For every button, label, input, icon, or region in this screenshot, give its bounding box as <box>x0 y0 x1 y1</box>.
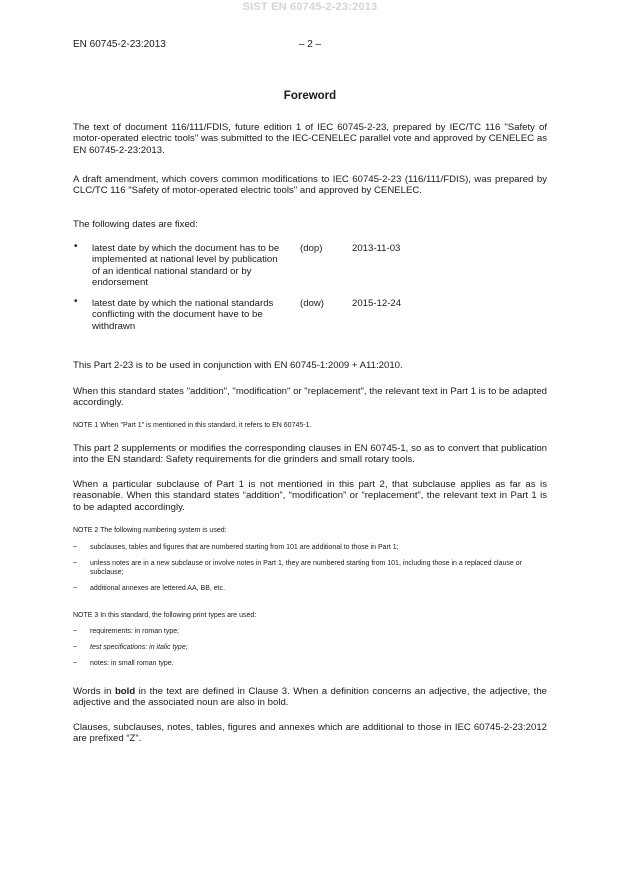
paragraph-bold-words-start: Words in <box>73 686 115 697</box>
date-item-dow-date: 2015-12-24 <box>352 298 402 309</box>
note-2-item: subclauses, tables and figures that are numbered starting from 101 are additional to those in Part 1; <box>90 544 399 551</box>
page-number: – 2 – <box>298 39 322 50</box>
note-2: NOTE 2 The following numbering system is used: <box>73 527 227 534</box>
document-id: EN 60745-2-23:2013 <box>73 39 166 50</box>
paragraph-dates-intro: The following dates are fixed: <box>73 219 198 230</box>
paragraph-prefixed-z: Clauses, subclauses, notes, tables, figures and annexes which are additional to those in IEC 60745-2-23:2012 are prefixed “Z”. <box>73 722 547 745</box>
paragraph-bold-words <box>73 686 547 709</box>
bullet-icon: • <box>74 296 78 307</box>
bold-term: bold <box>114 686 136 697</box>
dash-icon: – <box>73 543 77 550</box>
watermark: SIST EN 60745-2-23:2013 <box>242 1 378 13</box>
note-3-item: requirements: in roman type; <box>90 628 180 635</box>
date-item-dop-date: 2013-11-03 <box>352 243 401 254</box>
date-item-dow-text: latest date by which the national standards conflicting with the document have to be withdrawn <box>92 298 274 332</box>
dash-icon: – <box>73 559 77 566</box>
note-2-item: unless notes are in a new subclause or involve notes in Part 1, they are numbered starting from 101, including those in a replaced clause or subclause; <box>90 560 522 576</box>
dash-icon: – <box>73 584 77 591</box>
paragraph-subclause: When a particular subclause of Part 1 is not mentioned in this part 2, that subclause applies as far as is reasonable. When this standard states “addition”, “modification” or “replacement”, the relevant text in Part 1 is to be adapted accordingly. <box>73 479 547 513</box>
dash-icon: – <box>73 659 77 666</box>
page-title: Foreword <box>283 90 337 102</box>
paragraph-draft-amendment: A draft amendment, which covers common modifications to IEC 60745-2-23 (116/111/FDIS), was prepared by CLC/TC 116 "Safety of motor-operated electric tools" and approved by CENELEC. <box>73 174 547 197</box>
dash-icon: – <box>73 643 77 650</box>
note-1: NOTE 1 When "Part 1" is mentioned in this standard, it refers to EN 60745-1. <box>73 422 312 429</box>
paragraph-fdis: The text of document 116/111/FDIS, future edition 1 of IEC 60745-2-23, prepared by IEC/TC 116 "Safety of motor-operated electric tools" was submitted to the IEC-CENELEC parallel vote and approved by CENELEC as EN 60745-2-23:2013. <box>73 122 547 156</box>
bullet-icon: • <box>74 241 78 252</box>
paragraph-bold-words-end: in the text are defined in Clause 3. When a definition concerns an adjective, the adjective, the adjective and the associated noun are also in bold. <box>73 686 548 709</box>
note-3: NOTE 3 In this standard, the following print types are used: <box>73 612 257 619</box>
date-item-dop-code: (dop) <box>300 243 323 254</box>
paragraph-supplements: This part 2 supplements or modifies the corresponding clauses in EN 60745-1, so as to convert that publication into the EN standard: Safety requirements for die grinders and small rotary tools. <box>73 443 547 466</box>
date-item-dow-code: (dow) <box>300 298 324 309</box>
dash-icon: – <box>73 627 77 634</box>
note-2-item: additional annexes are lettered AA, BB, etc. <box>90 585 226 592</box>
note-3-item: test specifications: in italic type; <box>90 644 188 651</box>
paragraph-conjunction: This Part 2-23 is to be used in conjunction with EN 60745-1:2009 + A11:2010. <box>73 360 403 371</box>
note-3-item: notes: in small roman type. <box>90 660 174 667</box>
paragraph-standard-states: When this standard states "addition", "modification" or "replacement", the relevant text in Part 1 is to be adapted accordingly. <box>73 386 547 409</box>
date-item-dop-text: latest date by which the document has to be implemented at national level by publication of an identical national standard or by endorsement <box>92 243 280 288</box>
